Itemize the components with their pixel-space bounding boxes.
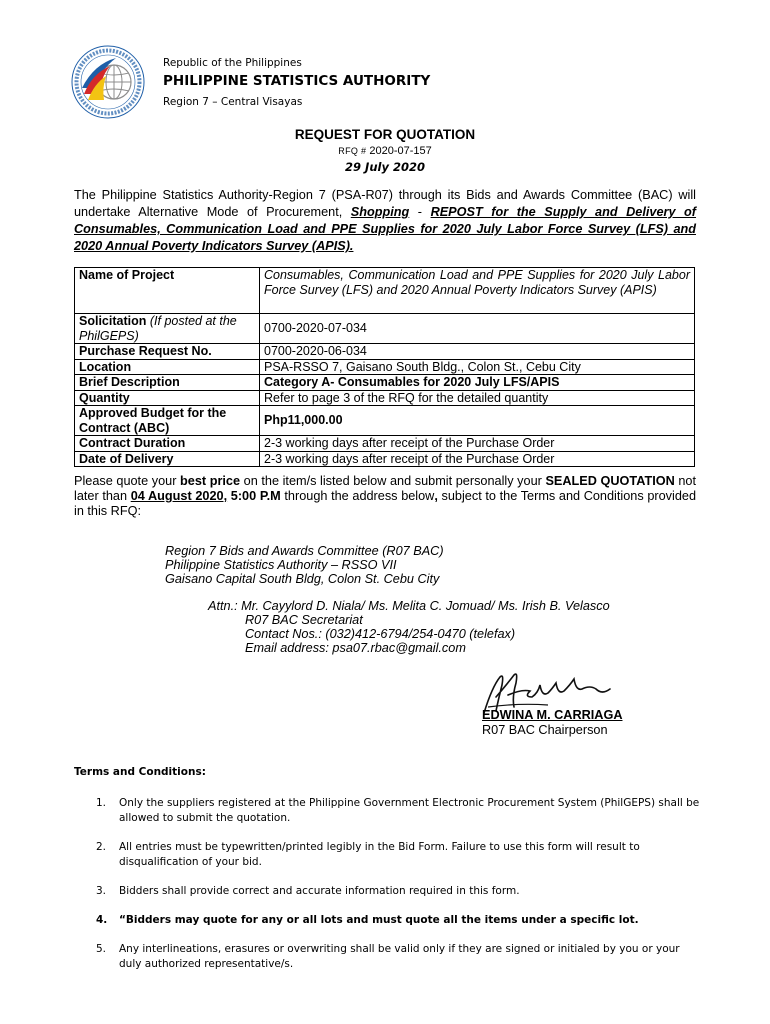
terms-heading: Terms and Conditions: xyxy=(74,766,206,778)
list-item xyxy=(92,796,704,826)
document-date: 29 July 2020 xyxy=(345,160,425,174)
rfq-label: RFQ # xyxy=(338,146,367,156)
procurement-mode: Shopping xyxy=(350,205,410,219)
name-of-project-value: Consumables, Communication Load and PPE Supplies for 2020 July Labor Force Survey (LFS) and 2020 Annual Poverty Indicators Survey (APIS) xyxy=(260,268,695,314)
table-row xyxy=(75,268,695,314)
solicitation-value: 0700-2020-07-034 xyxy=(260,314,695,344)
solicitation-note: (If posted at the PhilGEPS) xyxy=(79,314,237,343)
table-row xyxy=(75,390,695,406)
quote-text-a: Please quote your xyxy=(74,474,181,488)
table-row xyxy=(75,344,695,360)
abc-value: Php11,000.00 xyxy=(260,406,695,436)
signatory-name: EDWINA M. CARRIAGA xyxy=(482,708,623,722)
best-price: best price xyxy=(180,474,241,488)
sealed-quotation: SEALED QUOTATION xyxy=(545,474,675,488)
quote-comma: , xyxy=(434,489,438,503)
attention-block xyxy=(208,599,610,655)
deadline-time: 5:00 P.M xyxy=(227,489,281,503)
list-item xyxy=(92,840,704,870)
attention-line: Attn.: Mr. Cayylord D. Niala/ Ms. Melita C. Jomuad/ Ms. Irish B. Velasco xyxy=(208,599,610,613)
name-of-project-label: Name of Project xyxy=(75,268,260,314)
table-row xyxy=(75,451,695,467)
address-line: Gaisano Capital South Bldg, Colon St. Cebu City xyxy=(165,572,440,586)
table-row xyxy=(75,406,695,436)
signatory-title: R07 BAC Chairperson xyxy=(482,722,608,737)
term-number: 1. xyxy=(96,797,107,809)
date-of-delivery-label: Date of Delivery xyxy=(75,451,260,467)
list-item xyxy=(92,942,704,972)
term-text: All entries must be typewritten/printed legibly in the Bid Form. Failure to use this form will result to disqualification of your bid. xyxy=(119,841,640,868)
term-number: 5. xyxy=(96,943,107,955)
table-row xyxy=(75,314,695,344)
region-line: Region 7 – Central Visayas xyxy=(163,96,303,108)
list-item xyxy=(92,913,704,928)
terms-list xyxy=(92,796,704,986)
secretariat-line: R07 BAC Secretariat xyxy=(245,613,363,627)
contract-duration-value: 2-3 working days after receipt of the Purchase Order xyxy=(260,436,695,452)
submission-address xyxy=(165,544,444,586)
quantity-value: Refer to page 3 of the RFQ for the detailed quantity xyxy=(260,390,695,406)
table-row xyxy=(75,375,695,391)
purchase-request-value: 0700-2020-06-034 xyxy=(260,344,695,360)
intro-paragraph xyxy=(74,187,696,255)
deadline-date: 04 August 2020, xyxy=(130,489,228,503)
list-item xyxy=(92,884,704,899)
solicitation-label-cell xyxy=(75,314,260,344)
location-label: Location xyxy=(75,359,260,375)
address-line: Region 7 Bids and Awards Committee (R07 BAC) xyxy=(165,544,444,558)
quote-text-h: through the address below xyxy=(280,489,435,503)
brief-description-label: Brief Description xyxy=(75,375,260,391)
email-address: Email address: psa07.rbac@gmail.com xyxy=(245,641,466,655)
agency-name: PHILIPPINE STATISTICS AUTHORITY xyxy=(163,73,431,89)
contact-numbers: Contact Nos.: (032)412-6794/254-0470 (telefax) xyxy=(245,627,516,641)
rfq-number: 2020-07-157 xyxy=(369,145,432,157)
intro-dash: - xyxy=(409,205,431,219)
solicitation-label: Solicitation xyxy=(79,314,147,328)
term-number: 3. xyxy=(96,885,107,897)
quantity-label: Quantity xyxy=(75,390,260,406)
intro-text: The Philippine Statistics Authority-Region 7 (PSA-R07) through its Bids and Awards Committee (BAC) will undertake Alternative Mode of Procurement, xyxy=(74,188,696,219)
term-text: Bidders shall provide correct and accurate information required in this form. xyxy=(119,885,520,897)
abc-label: Approved Budget for the Contract (ABC) xyxy=(75,406,260,436)
purchase-request-label: Purchase Request No. xyxy=(75,344,260,360)
quote-text-j: subject to the Terms and Conditions provided in this RFQ: xyxy=(74,489,696,518)
location-value: PSA-RSSO 7, Gaisano South Bldg., Colon St., Cebu City xyxy=(260,359,695,375)
republic-line: Republic of the Philippines xyxy=(163,57,302,69)
address-line: Philippine Statistics Authority – RSSO VII xyxy=(165,558,397,572)
term-text: Any interlineations, erasures or overwriting shall be valid only if they are signed or initialed by you or your duly authorized representative/s. xyxy=(119,943,680,970)
table-row xyxy=(75,436,695,452)
quote-text-e: not later than xyxy=(74,474,696,503)
procurement-subject: REPOST for the Supply and Delivery of Consumables, Communication Load and PPE Supplies for 2020 July Labor Force Survey (LFS) and 2020 Annual Poverty Indicators Survey (APIS). xyxy=(74,205,697,253)
date-of-delivery-value: 2-3 working days after receipt of the Purchase Order xyxy=(260,451,695,467)
quote-instructions xyxy=(74,474,696,519)
term-text: “Bidders may quote for any or all lots and must quote all the items under a specific lot. xyxy=(119,914,639,926)
psa-seal-logo xyxy=(70,44,146,120)
term-text: Only the suppliers registered at the Philippine Government Electronic Procurement System (PhilGEPS) shall be allowed to submit the quotation. xyxy=(119,797,700,824)
project-details-table xyxy=(74,267,695,467)
contract-duration-label: Contract Duration xyxy=(75,436,260,452)
brief-description-value: Category A- Consumables for 2020 July LFS/APIS xyxy=(260,375,695,391)
rfq-number-line xyxy=(0,145,770,157)
agency-header xyxy=(163,56,430,109)
document-title: REQUEST FOR QUOTATION xyxy=(294,127,476,142)
signature-block xyxy=(482,708,623,737)
term-number: 2. xyxy=(96,841,107,853)
quote-text-c: on the item/s listed below and submit personally your xyxy=(240,474,546,488)
term-number: 4. xyxy=(96,914,108,926)
table-row xyxy=(75,359,695,375)
